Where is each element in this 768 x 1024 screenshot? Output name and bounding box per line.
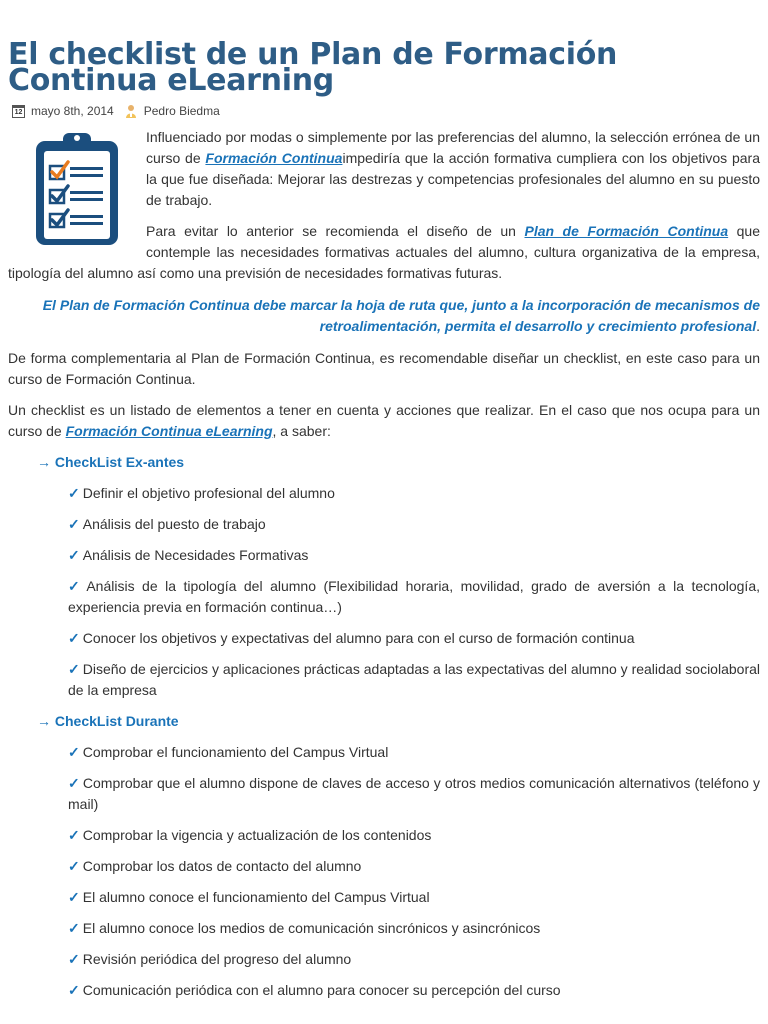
intro-paragraph-1: Influenciado por modas o simplemente por las preferencias del alumno, la selección errónea de un curso de Formación Continuaimpediría que la acción formativa cumpliera con los objetivos para la que fue diseñada: Mejorar las destrezas y competencias profesionales del alumno en su puesto de trabajo. — [146, 129, 760, 208]
list-item: ✓ Comprobar los datos de contacto del alumno — [68, 858, 362, 874]
list-item: ✓ El alumno conoce el funcionamiento del Campus Virtual — [68, 889, 430, 905]
author-icon — [124, 104, 138, 118]
intro-block — [8, 127, 760, 284]
highlight-quote: El Plan de Formación Continua debe marcar la hoja de ruta que, junto a la incorporación de mecanismos de retroalimentación, permita el desarrollo y crecimiento profesional. — [42, 297, 760, 334]
check-icon: ✓ — [68, 858, 80, 874]
list-item: ✓ Revisión periódica del progreso del alumno — [68, 951, 352, 967]
list-item: ✓ Análisis de Necesidades Formativas — [68, 547, 309, 563]
link-plan-formacion-continua[interactable]: Plan de Formación Continua — [524, 223, 729, 239]
list-item: ✓ Comprobar que el alumno dispone de claves de acceso y otros medios comunicación alternativos (teléfono y mail) — [68, 775, 760, 812]
check-icon: ✓ — [68, 744, 80, 760]
paragraph-checklist-definicion: Un checklist es un listado de elementos a tener en cuenta y acciones que realizar. En el caso que nos ocupa para un curso de Formación Continua eLearning, a saber: — [8, 402, 760, 439]
check-icon: ✓ — [68, 951, 80, 967]
list-item: ✓ Comprobar el funcionamiento del Campus Virtual — [68, 744, 389, 760]
post-date: mayo 8th, 2014 — [31, 104, 114, 118]
check-icon: ✓ — [68, 578, 84, 594]
list-item: ✓ Comunicación periódica con el alumno para conocer su percepción del curso — [68, 982, 561, 998]
check-icon: ✓ — [68, 889, 80, 905]
link-formacion-continua-elearning[interactable]: Formación Continua eLearning — [65, 423, 273, 439]
section-heading: → CheckList Ex-antes — [37, 454, 185, 470]
check-icon: ✓ — [68, 485, 80, 501]
post-meta — [8, 103, 760, 119]
section-heading: → CheckList Durante — [37, 713, 179, 729]
page-title[interactable]: El checklist de un Plan de Formación Continua eLearning — [8, 37, 618, 98]
link-formacion-continua[interactable]: Formación Continua — [205, 150, 343, 166]
check-icon: ✓ — [68, 982, 80, 998]
check-icon: ✓ — [68, 630, 80, 646]
paragraph-complementaria: De forma complementaria al Plan de Formación Continua, es recomendable diseñar un checklist, en este caso para un curso de Formación Continua. — [8, 350, 760, 387]
post-author[interactable]: Pedro Biedma — [143, 104, 220, 118]
list-item: ✓ Diseño de ejercicios y aplicaciones prácticas adaptadas a las expectativas del alumno y realidad sociolaboral de la empresa — [68, 661, 760, 698]
calendar-icon: 12 — [12, 105, 25, 118]
list-item: ✓ El alumno conoce los medios de comunicación sincrónicos y asincrónicos — [68, 920, 541, 936]
list-item: ✓ Análisis del puesto de trabajo — [68, 516, 266, 532]
check-icon: ✓ — [68, 547, 80, 563]
list-item: ✓ Análisis de la tipología del alumno (Flexibilidad horaria, movilidad, grado de aversión a la tecnología, experiencia previa en formación continua…) — [68, 578, 760, 615]
list-item: ✓ Comprobar la vigencia y actualización de los contenidos — [68, 827, 432, 843]
checklist-ex-antes — [8, 452, 760, 701]
intro-paragraph-2: Para evitar lo anterior se recomienda el diseño de un Plan de Formación Continua que contemple las necesidades formativas actuales del alumno, cultura organizativa de la empresa, tipología del alumno así como una previsión de necesidades formativas futuras. — [8, 223, 761, 281]
check-icon: ✓ — [68, 827, 80, 843]
check-icon: ✓ — [68, 920, 80, 936]
clipboard-checklist-icon — [30, 129, 130, 249]
list-item: ✓ Definir el objetivo profesional del alumno — [68, 485, 335, 501]
list-item: ✓ Conocer los objetivos y expectativas del alumno para con el curso de formación continua — [68, 630, 635, 646]
check-icon: ✓ — [68, 775, 80, 791]
check-icon: ✓ — [68, 516, 80, 532]
check-icon: ✓ — [68, 661, 80, 677]
checklist-durante — [8, 711, 760, 1001]
